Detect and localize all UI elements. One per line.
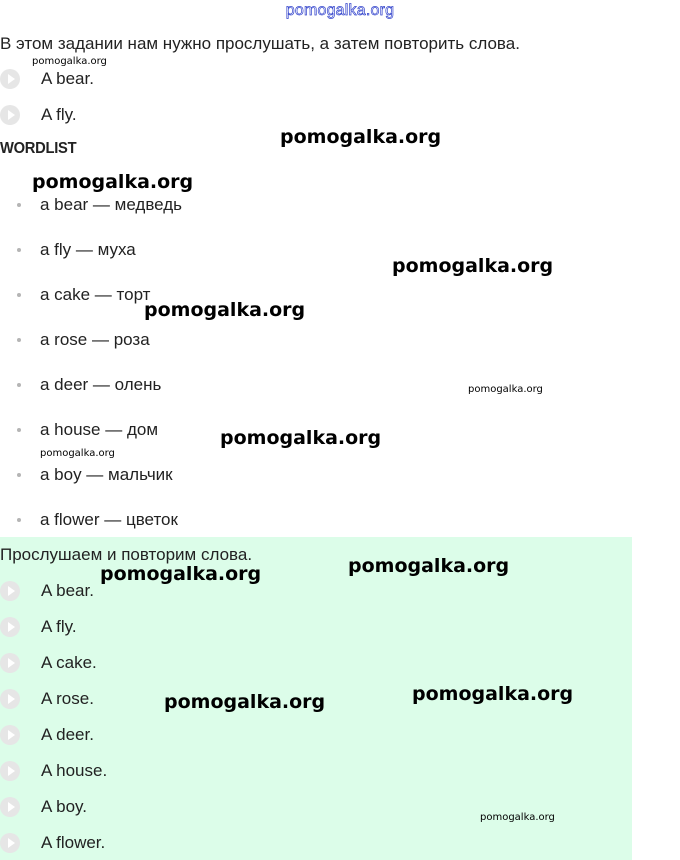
watermark: pomogalka.org xyxy=(468,384,543,395)
audio-player-boy[interactable] xyxy=(0,796,87,818)
audio-label: A house. xyxy=(41,761,108,780)
play-icon[interactable] xyxy=(0,725,20,745)
audio-player-rose[interactable] xyxy=(0,688,94,710)
watermark: pomogalka.org xyxy=(480,812,555,823)
audio-label: A bear. xyxy=(41,581,94,600)
audio-player-bear[interactable] xyxy=(0,580,94,602)
word-pair: a flower — цветок xyxy=(40,510,178,529)
play-icon[interactable] xyxy=(0,689,20,709)
bullet-icon xyxy=(17,518,21,522)
play-icon[interactable] xyxy=(0,105,20,125)
play-icon[interactable] xyxy=(0,69,20,89)
play-icon[interactable] xyxy=(0,761,20,781)
play-icon[interactable] xyxy=(0,617,20,637)
bullet-icon xyxy=(17,428,21,432)
audio-player-deer[interactable] xyxy=(0,724,94,746)
play-icon[interactable] xyxy=(0,833,20,853)
audio-label: A bear. xyxy=(41,69,94,88)
audio-label: A rose. xyxy=(41,689,94,708)
play-icon[interactable] xyxy=(0,797,20,817)
audio-label: A fly. xyxy=(41,617,77,636)
word-pair: a deer — олень xyxy=(40,375,162,394)
watermark: pomogalka.org xyxy=(100,563,262,585)
intro-text: В этом задании нам нужно прослушать, а затем повторить слова. xyxy=(0,34,520,53)
word-pair: a rose — роза xyxy=(40,330,150,349)
audio-player-bear[interactable] xyxy=(0,68,94,90)
audio-player-fly[interactable] xyxy=(0,616,77,638)
audio-player-cake[interactable] xyxy=(0,652,97,674)
bullet-icon xyxy=(17,473,21,477)
section-intro: Прослушаем и повторим слова. xyxy=(0,545,253,564)
word-pair: a boy — мальчик xyxy=(40,465,173,484)
audio-label: A flower. xyxy=(41,833,106,852)
watermark: pomogalka.org xyxy=(144,299,306,321)
wordlist-heading: WORDLIST xyxy=(0,140,77,157)
watermark: pomogalka.org xyxy=(412,683,574,705)
watermark: pomogalka.org xyxy=(280,126,442,148)
audio-player-fly[interactable] xyxy=(0,104,77,126)
bullet-icon xyxy=(17,248,21,252)
word-pair: a house — дом xyxy=(40,420,159,439)
bullet-icon xyxy=(17,203,21,207)
bullet-icon xyxy=(17,293,21,297)
watermark: pomogalka.org xyxy=(32,56,107,67)
watermark: pomogalka.org xyxy=(392,255,554,277)
bullet-icon xyxy=(17,383,21,387)
site-title: pomogalka.org xyxy=(285,2,395,19)
audio-label: A fly. xyxy=(41,105,77,124)
audio-player-flower[interactable] xyxy=(0,832,105,854)
watermark: pomogalka.org xyxy=(164,691,326,713)
watermark: pomogalka.org xyxy=(220,427,382,449)
play-icon[interactable] xyxy=(0,653,20,673)
word-pair: a fly — муха xyxy=(40,240,136,259)
audio-label: A boy. xyxy=(41,797,87,816)
audio-label: A deer. xyxy=(41,725,94,744)
watermark: pomogalka.org xyxy=(32,171,194,193)
word-pair: a cake — торт xyxy=(40,285,151,304)
bullet-icon xyxy=(17,338,21,342)
watermark: pomogalka.org xyxy=(348,555,510,577)
play-icon[interactable] xyxy=(0,581,20,601)
word-pair: a bear — медведь xyxy=(40,195,183,214)
watermark: pomogalka.org xyxy=(40,448,115,459)
audio-player-house[interactable] xyxy=(0,760,107,782)
audio-label: A cake. xyxy=(41,653,97,672)
